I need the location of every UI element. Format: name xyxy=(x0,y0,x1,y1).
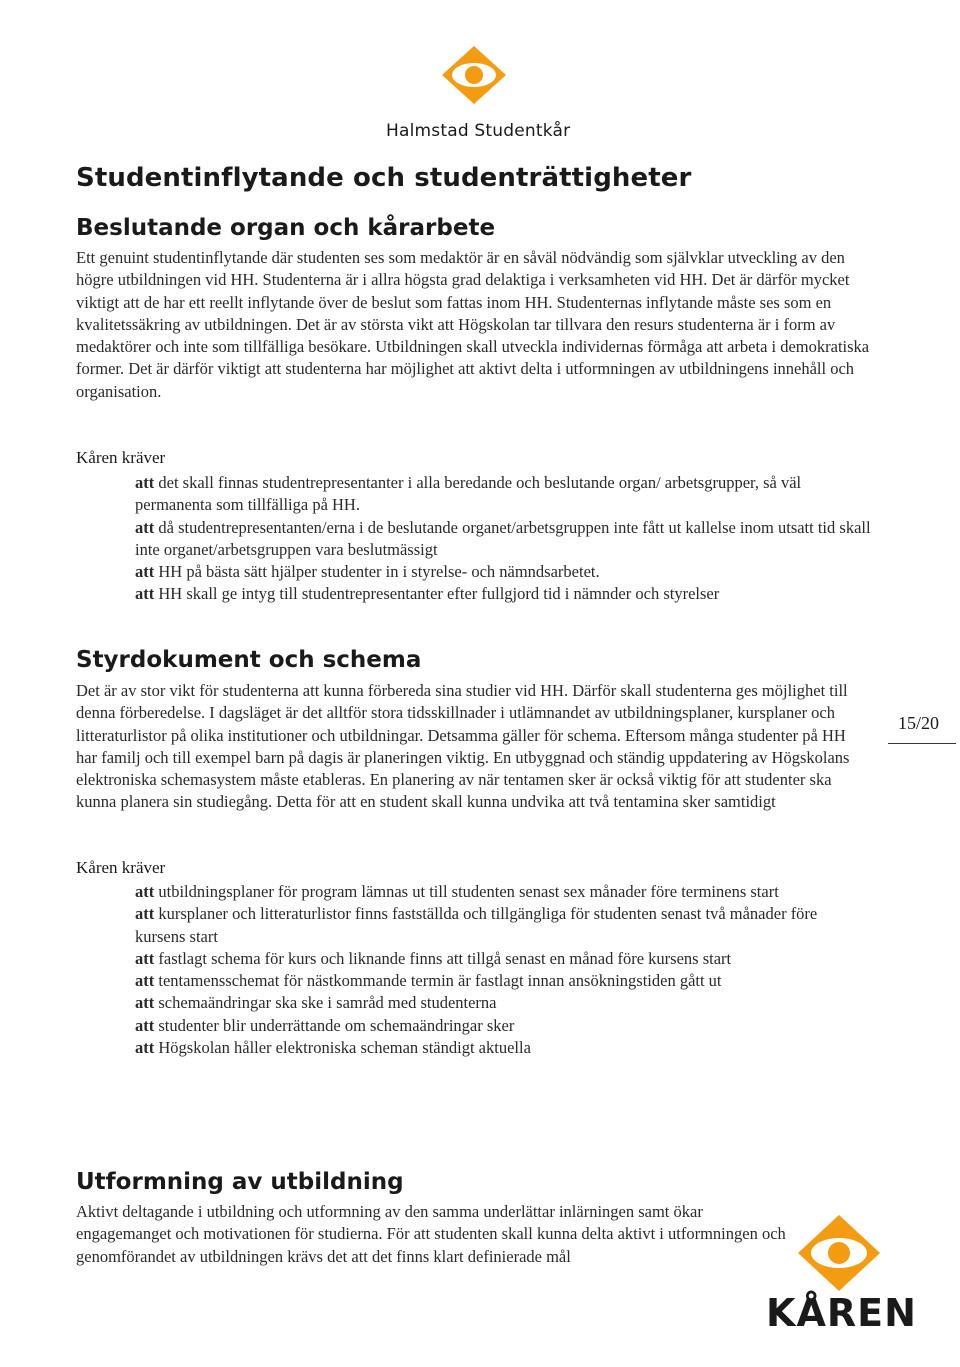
section-paragraph-styrdokument: Det är av stor vikt för studenterna att kunna förbereda sina studier vid HH. Därför skall studenterna ges möjlighet till denna förberedelse. I dagsläget är det alltför stora tidsskillnader i utlämnandet av utbildningsplaner, kursplaner och litteraturlistor på olika institutioner och utbildningar. Detsamma gäller för schema. Eftersom många studenter på HH har familj och till exempel barn på dagis är planeringen viktig. En utbyggnad och ständig uppdatering av Högskolans elektroniska schemasystem måste etableras. En planering av när tentamen sker är också viktig för att studenter ska kunna planera sin studiegång. Detta för att en student skall kunna undvika att två tentamina sker samtidigt xyxy=(76,681,850,812)
requirement-item: att HH skall ge intyg till studentrepresentanter efter fullgjord tid i nämnder och styrelser xyxy=(135,584,720,604)
requirements-heading: Kåren kräver xyxy=(76,858,166,877)
section-heading-styrdokument: Styrdokument och schema xyxy=(76,647,422,673)
requirements-list xyxy=(135,472,875,606)
karen-eye-logo-icon xyxy=(796,1213,882,1293)
requirement-item: att utbildningsplaner för program lämnas ut till studenten senast sex månader före terminens start xyxy=(135,882,779,901)
requirement-item: att fastlagt schema för kurs och liknande finns att tillgå senast en månad före kursens start xyxy=(135,948,732,968)
requirement-item: att Högskolan håller elektroniska scheman ständigt aktuella xyxy=(135,1038,531,1058)
requirement-item: att det skall finnas studentrepresentanter i alla beredande och beslutande organ/ arbetsgrupper, så väl permanenta som tillfälliga på HH. xyxy=(135,473,802,515)
requirements-heading: Kåren kräver xyxy=(76,448,166,467)
section-paragraph-utformning: Aktivt deltagande i utbildning och utformning av den samma underlättar inlärningen samt ökar engagemanget och motivationen för studierna. För att studenten skall kunna delta aktivt i utformningen och genomförandet av utbildningen krävs det att det finns klart definierade mål xyxy=(76,1202,786,1266)
requirement-item: att studenter blir underrättande om schemaändringar sker xyxy=(135,1015,515,1035)
section-paragraph-beslutande: Ett genuint studentinflytande där studenten ses som medaktör är en såväl nödvändig som självklar utveckling av den högre utbildningen vid HH. Studenterna är i allra högsta grad delaktiga i verksamheten vid HH. Det är därför mycket viktigt att de har ett reellt inflytande över de beslut som fattas inom HH. Studenternas inflytande måste ses som en kvalitetssäkring av utbildningen. Det är av största vikt att Högskolan tar tillvara den resurs studenterna är i form av medaktörer och inte som tillfälliga besökare. Utbildningen skall utveckla individernas förmåga att arbeta i demokratiska former. Det är därför viktigt att studenterna har möjlighet att aktivt delta i utformningen av utbildningens innehåll och organisation. xyxy=(76,248,870,401)
page-number-rule xyxy=(888,743,956,744)
section-heading-utformning: Utformning av utbildning xyxy=(76,1169,404,1195)
section-heading-beslutande: Beslutande organ och kårarbete xyxy=(76,215,496,241)
requirements-list xyxy=(135,881,825,1059)
requirement-item: att tentamensschemat för nästkommande termin är fastlagt innan ansökningstiden gått ut xyxy=(135,971,722,991)
requirement-item: att kursplaner och litteraturlistor finns fastställda och tillgängliga för studenten senast två månader före kursens start xyxy=(135,904,818,946)
page-number: 15/20 xyxy=(898,713,940,733)
requirement-item: att schemaändringar ska ske i samråd med studenterna xyxy=(135,993,497,1013)
org-name: Halmstad Studentkår xyxy=(386,121,571,141)
karen-eye-logo-icon xyxy=(440,44,508,106)
page-title: Studentinflytande och studenträttigheter xyxy=(76,163,692,193)
requirement-item: att HH på bästa sätt hjälper studenter in i styrelse- och nämndsarbetet. xyxy=(135,562,600,582)
requirement-item: att då studentrepresentanten/erna i de beslutande organet/arbetsgruppen inte fått ut kallelse inom utsatt tid skall inte organet/arbetsgruppen vara beslutmässigt xyxy=(135,517,871,559)
brand-wordmark: KÅREN xyxy=(766,1291,917,1335)
